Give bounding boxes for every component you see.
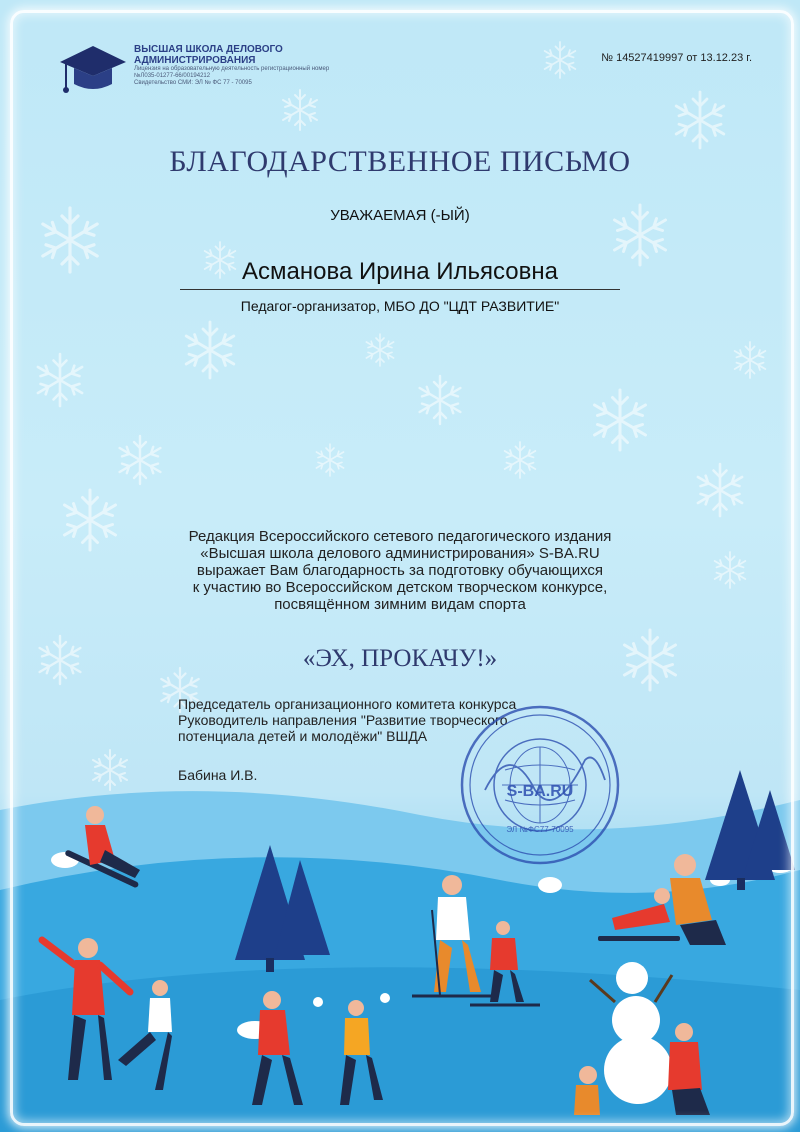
- logo-license: Лицензия на образовательную деятельность регистрационный номер №Л035-01277-66/00194212: [134, 66, 330, 79]
- signer-name: Бабина И.В.: [178, 767, 258, 783]
- document-number: № 14527419997 от 13.12.23 г.: [601, 52, 752, 64]
- body-line: Редакция Всероссийского сетевого педагогического издания: [188, 528, 612, 545]
- body-line: выражает Вам благодарность за подготовку обучающихся: [196, 562, 604, 579]
- signature-line: Председатель организационного комитета конкурса: [178, 696, 517, 712]
- logo: [58, 44, 334, 104]
- body-line: к участию во Всероссийском детском творческом конкурсе,: [192, 579, 608, 596]
- signature-line: потенциала детей и молодёжи" ВШДА: [178, 728, 428, 744]
- recipient-position: Педагог-организатор, МБО ДО "ЦДТ РАЗВИТИЕ": [240, 298, 560, 314]
- stamp-center-text: S-BA.RU: [506, 783, 574, 800]
- greeting: УВАЖАЕМАЯ (-ЫЙ): [330, 207, 470, 224]
- contest-name: «ЭХ, ПРОКАЧУ!»: [302, 645, 498, 672]
- recipient-name: Асманова Ирина Ильясовна: [180, 258, 620, 290]
- signature-line: Руководитель направления "Развитие творческого: [178, 712, 508, 728]
- page-title: БЛАГОДАРСТВЕННОЕ ПИСЬМО: [169, 145, 631, 178]
- body-line: посвящённом зимним видам спорта: [274, 596, 526, 613]
- body-text: [0, 528, 800, 613]
- stamp-seal: [455, 700, 625, 870]
- body-line: «Высшая школа делового администрирования» S-BA.RU: [200, 545, 600, 562]
- stamp-bottom-text: ЭЛ №ФС77-70095: [506, 825, 574, 834]
- logo-name: ВЫСШАЯ ШКОЛА ДЕЛОВОГО АДМИНИСТРИРОВАНИЯ: [134, 44, 283, 66]
- graduation-cap-icon: [58, 44, 128, 104]
- logo-certificate: Свидетельство СМИ: ЭЛ № ФС 77 - 70095: [134, 80, 252, 86]
- winter-scene-illustration: [0, 770, 800, 1132]
